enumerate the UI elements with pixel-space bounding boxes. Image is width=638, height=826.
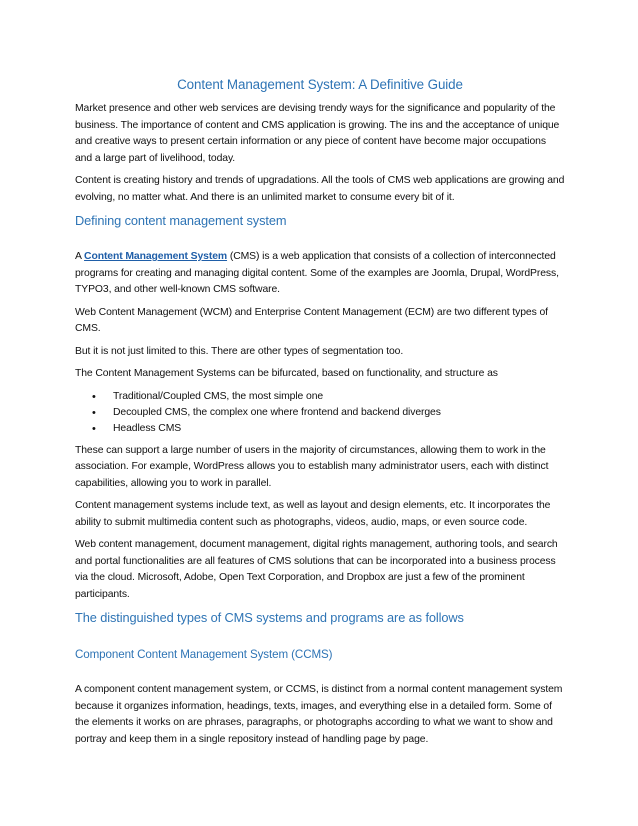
document-page: [75, 76, 565, 754]
intro-paragraph-1: Market presence and other web services are devising trendy ways for the significance and popularity of the business. The importance of content and CMS application is growing. The ins and the acceptance of unique and creative ways to present certain information or any piece of content have become major occupations and a large part of livelihood, today.: [75, 103, 560, 164]
bullet-icon: •: [92, 390, 96, 403]
section-heading-defining-cms: Defining content management system: [75, 213, 287, 228]
subsection-heading-ccms: Component Content Management System (CCMS): [75, 648, 333, 661]
list-item: [75, 421, 565, 437]
cms-definition-suffix: (CMS) is a web application that consists of a collection of interconnected programs for creating and managing digital content. Some of the examples are Joomla, Drupal, WordPress, TYPO3, and other well-known CMS software.: [75, 251, 559, 295]
bifurcation-paragraph: The Content Management Systems can be bifurcated, based on functionality, and structure as: [75, 368, 498, 379]
bullet-icon: •: [92, 406, 96, 419]
bullet-icon: •: [92, 422, 96, 435]
multi-user-paragraph: These can support a large number of users in the majority of circumstances, allowing them to work in the association. For example, WordPress allows you to establish many administrator users, each with distinct capabilities, allowing you to work in parallel.: [75, 444, 549, 489]
wcm-ecm-paragraph: Web Content Management (WCM) and Enterprise Content Management (ECM) are two different types of CMS.: [75, 306, 548, 334]
cms-types-list: [75, 389, 565, 437]
list-item: [75, 405, 565, 421]
list-item-text: Decoupled CMS, the complex one where frontend and backend diverges: [113, 406, 441, 418]
list-item-text: Traditional/Coupled CMS, the most simple one: [113, 390, 324, 402]
list-item-text: Headless CMS: [113, 422, 182, 434]
cms-link[interactable]: Content Management System: [84, 251, 228, 262]
cms-features-paragraph: Web content management, document management, digital rights management, authoring tools, and search and portal functionalities are all features of CMS solutions that can be incorporated into a business process via the cloud. Microsoft, Adobe, Open Text Corporation, and Dropbox are just a few of the prominent participants.: [75, 539, 558, 600]
cms-definition-paragraph: [75, 249, 565, 299]
ccms-paragraph: A component content management system, or CCMS, is distinct from a normal content management system because it organizes information, headings, texts, images, and everything else in a detailed form. Some of the elements it works on are phrases, paragraphs, or photographs according to what we want to show and portray and keep them in a single repository instead of handling page by page.: [75, 684, 563, 745]
list-item: [75, 389, 565, 405]
document-title: Content Management System: A Definitive Guide: [177, 77, 463, 92]
segmentation-paragraph: But it is not just limited to this. There are other types of segmentation too.: [75, 345, 404, 357]
cms-definition-prefix: A: [75, 251, 85, 262]
intro-paragraph-2: Content is creating history and trends of upgradations. All the tools of CMS web applications are growing and evolving, no matter what. And there is an unlimited market to consume every bit of it.: [75, 175, 565, 203]
content-types-paragraph: Content management systems include text, as well as layout and design elements, etc. It incorporates the ability to submit multimedia content such as photographs, videos, audio, maps, or even source code.: [75, 500, 551, 528]
section-heading-cms-types: The distinguished types of CMS systems and programs are as follows: [75, 610, 464, 625]
